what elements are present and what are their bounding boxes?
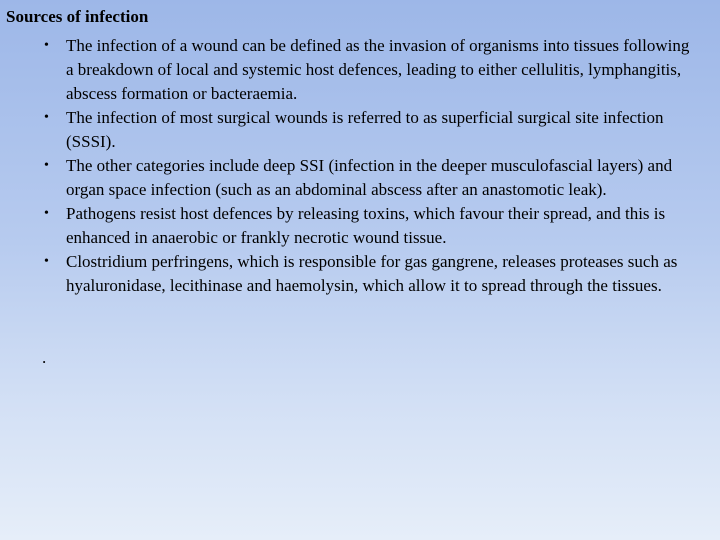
trailing-mark: . [42, 348, 47, 367]
bullet-icon: • [44, 158, 49, 173]
list-item [40, 154, 700, 202]
bullet-icon: • [44, 110, 49, 125]
bullet-icon: • [44, 38, 49, 53]
list-item [40, 250, 700, 298]
list-item [40, 34, 700, 106]
bullet-icon: • [44, 206, 49, 221]
bullet-text: The other categories include deep SSI (infection in the deeper musculofascial layers) and organ space infection (such as an abdominal abscess after an anastomotic leak). [66, 156, 673, 199]
bullet-text: The infection of a wound can be defined as the invasion of organisms into tissues following a breakdown of local and systemic host defences, leading to either cellulitis, lymphangitis, abscess formation or bacteraemia. [66, 36, 690, 103]
bullet-text: The infection of most surgical wounds is referred to as superficial surgical site infection (SSSI). [66, 108, 664, 151]
bullet-list [40, 34, 700, 298]
slide-title: Sources of infection [6, 7, 149, 26]
bullet-text: Clostridium perfringens, which is responsible for gas gangrene, releases proteases such as hyaluronidase, lecithinase and haemolysin, which allow it to spread through the tissues. [66, 252, 678, 295]
list-item [40, 202, 700, 250]
bullet-icon: • [44, 254, 49, 269]
bullet-text: Pathogens resist host defences by releasing toxins, which favour their spread, and this is enhanced in anaerobic or frankly necrotic wound tissue. [66, 204, 666, 247]
list-item [40, 106, 700, 154]
